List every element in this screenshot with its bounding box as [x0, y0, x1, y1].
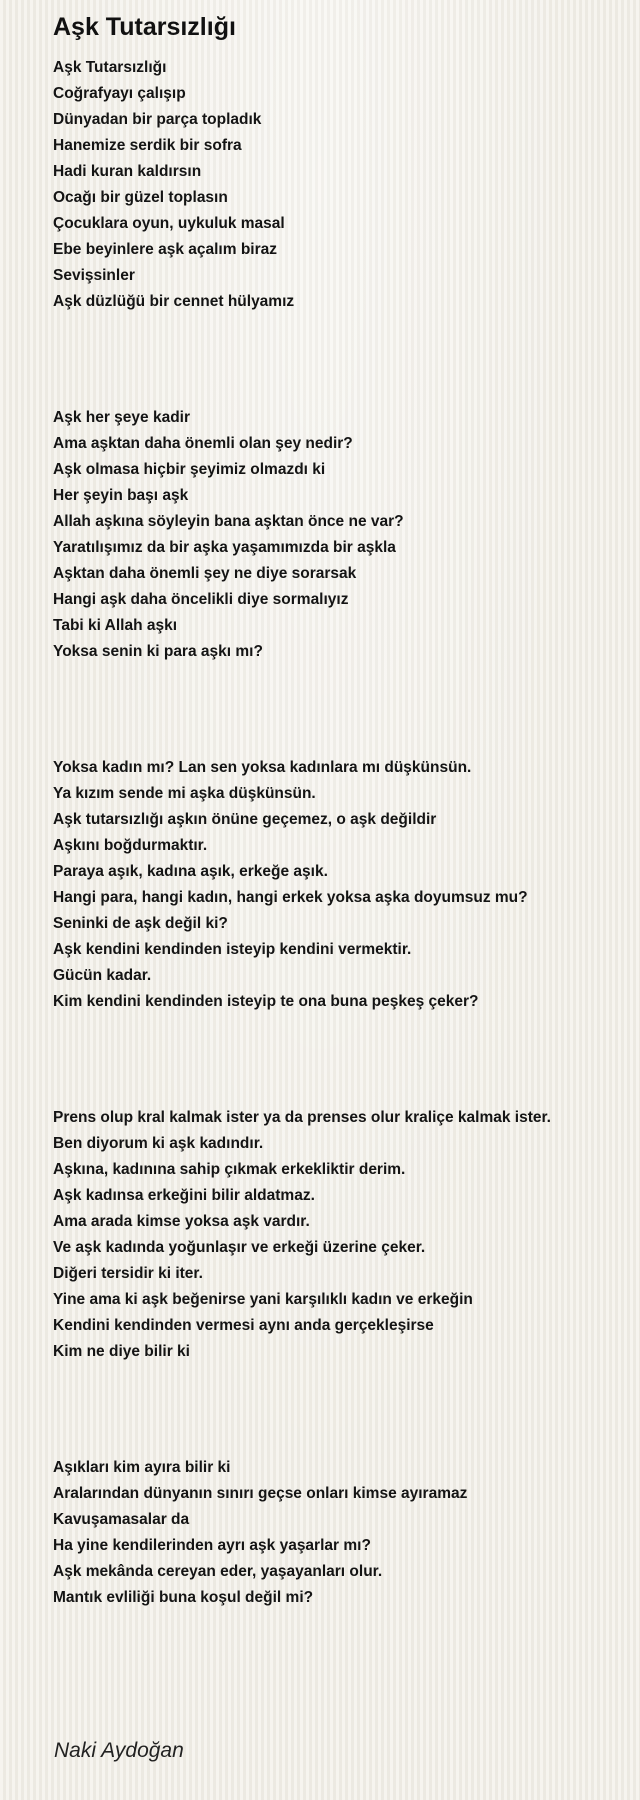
poem-line: Yoksa kadın mı? Lan sen yoksa kadınlara mı düşkünsün.	[53, 759, 472, 776]
poem-line: Kendini kendinden vermesi aynı anda gerçekleşirse	[53, 1317, 434, 1334]
poem-line: Aralarından dünyanın sınırı geçse onları kimse ayıramaz	[53, 1485, 468, 1502]
poem-line: Aşk Tutarsızlığı	[53, 59, 167, 76]
poem-line: Paraya aşık, kadına aşık, erkeğe aşık.	[53, 863, 328, 880]
stanza	[53, 1455, 640, 1611]
poem-line: Ocağı bir güzel toplasın	[53, 189, 228, 206]
poem-line: Çocuklara oyun, uykuluk masal	[53, 215, 285, 232]
poem-line: Ha yine kendilerinden ayrı aşk yaşarlar mı?	[53, 1537, 371, 1554]
poem-line: Aşıkları kim ayıra bilir ki	[53, 1459, 231, 1476]
poem-line: Mantık evliliği buna koşul değil mi?	[53, 1589, 314, 1606]
poem-line: Ya kızım sende mi aşka düşkünsün.	[53, 785, 316, 802]
poem-line: Hanemize serdik bir sofra	[53, 137, 242, 154]
poem-line: Ve aşk kadında yoğunlaşır ve erkeği üzerine çeker.	[53, 1239, 426, 1256]
poem-line: Sevişsinler	[53, 267, 135, 284]
poem-line: Aşktan daha önemli şey ne diye sorarsak	[53, 565, 357, 582]
stanza	[53, 1105, 640, 1365]
poem-line: Aşk her şeye kadir	[53, 409, 191, 426]
poem-line: Aşkını boğdurmaktır.	[53, 837, 208, 854]
poem-line: Yine ama ki aşk beğenirse yani karşılıklı kadın ve erkeğin	[53, 1291, 473, 1308]
poem-line: Aşk olmasa hiçbir şeyimiz olmazdı ki	[53, 461, 326, 478]
poem-line: Kim kendini kendinden isteyip te ona buna peşkeş çeker?	[53, 993, 479, 1010]
poem-line: Gücün kadar.	[53, 967, 152, 984]
poem-line: Hadi kuran kaldırsın	[53, 163, 202, 180]
stanza	[53, 405, 640, 665]
poem-line: Tabi ki Allah aşkı	[53, 617, 178, 634]
stanza	[53, 55, 640, 315]
poem-line: Aşkına, kadınına sahip çıkmak erkekliktir derim.	[53, 1161, 406, 1178]
poem-line: Aşk tutarsızlığı aşkın önüne geçemez, o aşk değildir	[53, 811, 437, 828]
poem-line: Yaratılışımız da bir aşka yaşamımızda bir aşkla	[53, 539, 396, 556]
poem-line: Dünyadan bir parça topladık	[53, 111, 262, 128]
poem-line: Aşk mekânda cereyan eder, yaşayanları olur.	[53, 1563, 383, 1580]
poem-line: Aşk kendini kendinden isteyip kendini vermektir.	[53, 941, 412, 958]
poem-line: Kim ne diye bilir ki	[53, 1343, 190, 1360]
poem-author: Naki Aydoğan	[54, 1739, 184, 1762]
stanza	[53, 755, 640, 1015]
poem-line: Hangi para, hangi kadın, hangi erkek yoksa aşka doyumsuz mu?	[53, 889, 528, 906]
poem-line: Hangi aşk daha öncelikli diye sormalıyız	[53, 591, 349, 608]
poem-line: Aşk kadınsa erkeğini bilir aldatmaz.	[53, 1187, 315, 1204]
poem-line: Ben diyorum ki aşk kadındır.	[53, 1135, 264, 1152]
poem-line: Seninki de aşk değil ki?	[53, 915, 228, 932]
poem-line: Prens olup kral kalmak ister ya da prenses olur kraliçe kalmak ister.	[53, 1109, 551, 1126]
poem-line: Ebe beyinlere aşk açalım biraz	[53, 241, 278, 258]
poem-line: Ama arada kimse yoksa aşk vardır.	[53, 1213, 310, 1230]
poem-line: Kavuşamasalar da	[53, 1511, 190, 1528]
poem-line: Coğrafyayı çalışıp	[53, 85, 186, 102]
poem-line: Diğeri tersidir ki iter.	[53, 1265, 203, 1282]
poem-line: Yoksa senin ki para aşkı mı?	[53, 643, 263, 660]
poem-line: Aşk düzlüğü bir cennet hülyamız	[53, 293, 295, 310]
poem-title: Aşk Tutarsızlığı	[53, 13, 236, 41]
poem-line: Allah aşkına söyleyin bana aşktan önce ne var?	[53, 513, 404, 530]
poem-line: Ama aşktan daha önemli olan şey nedir?	[53, 435, 353, 452]
poem-line: Her şeyin başı aşk	[53, 487, 189, 504]
